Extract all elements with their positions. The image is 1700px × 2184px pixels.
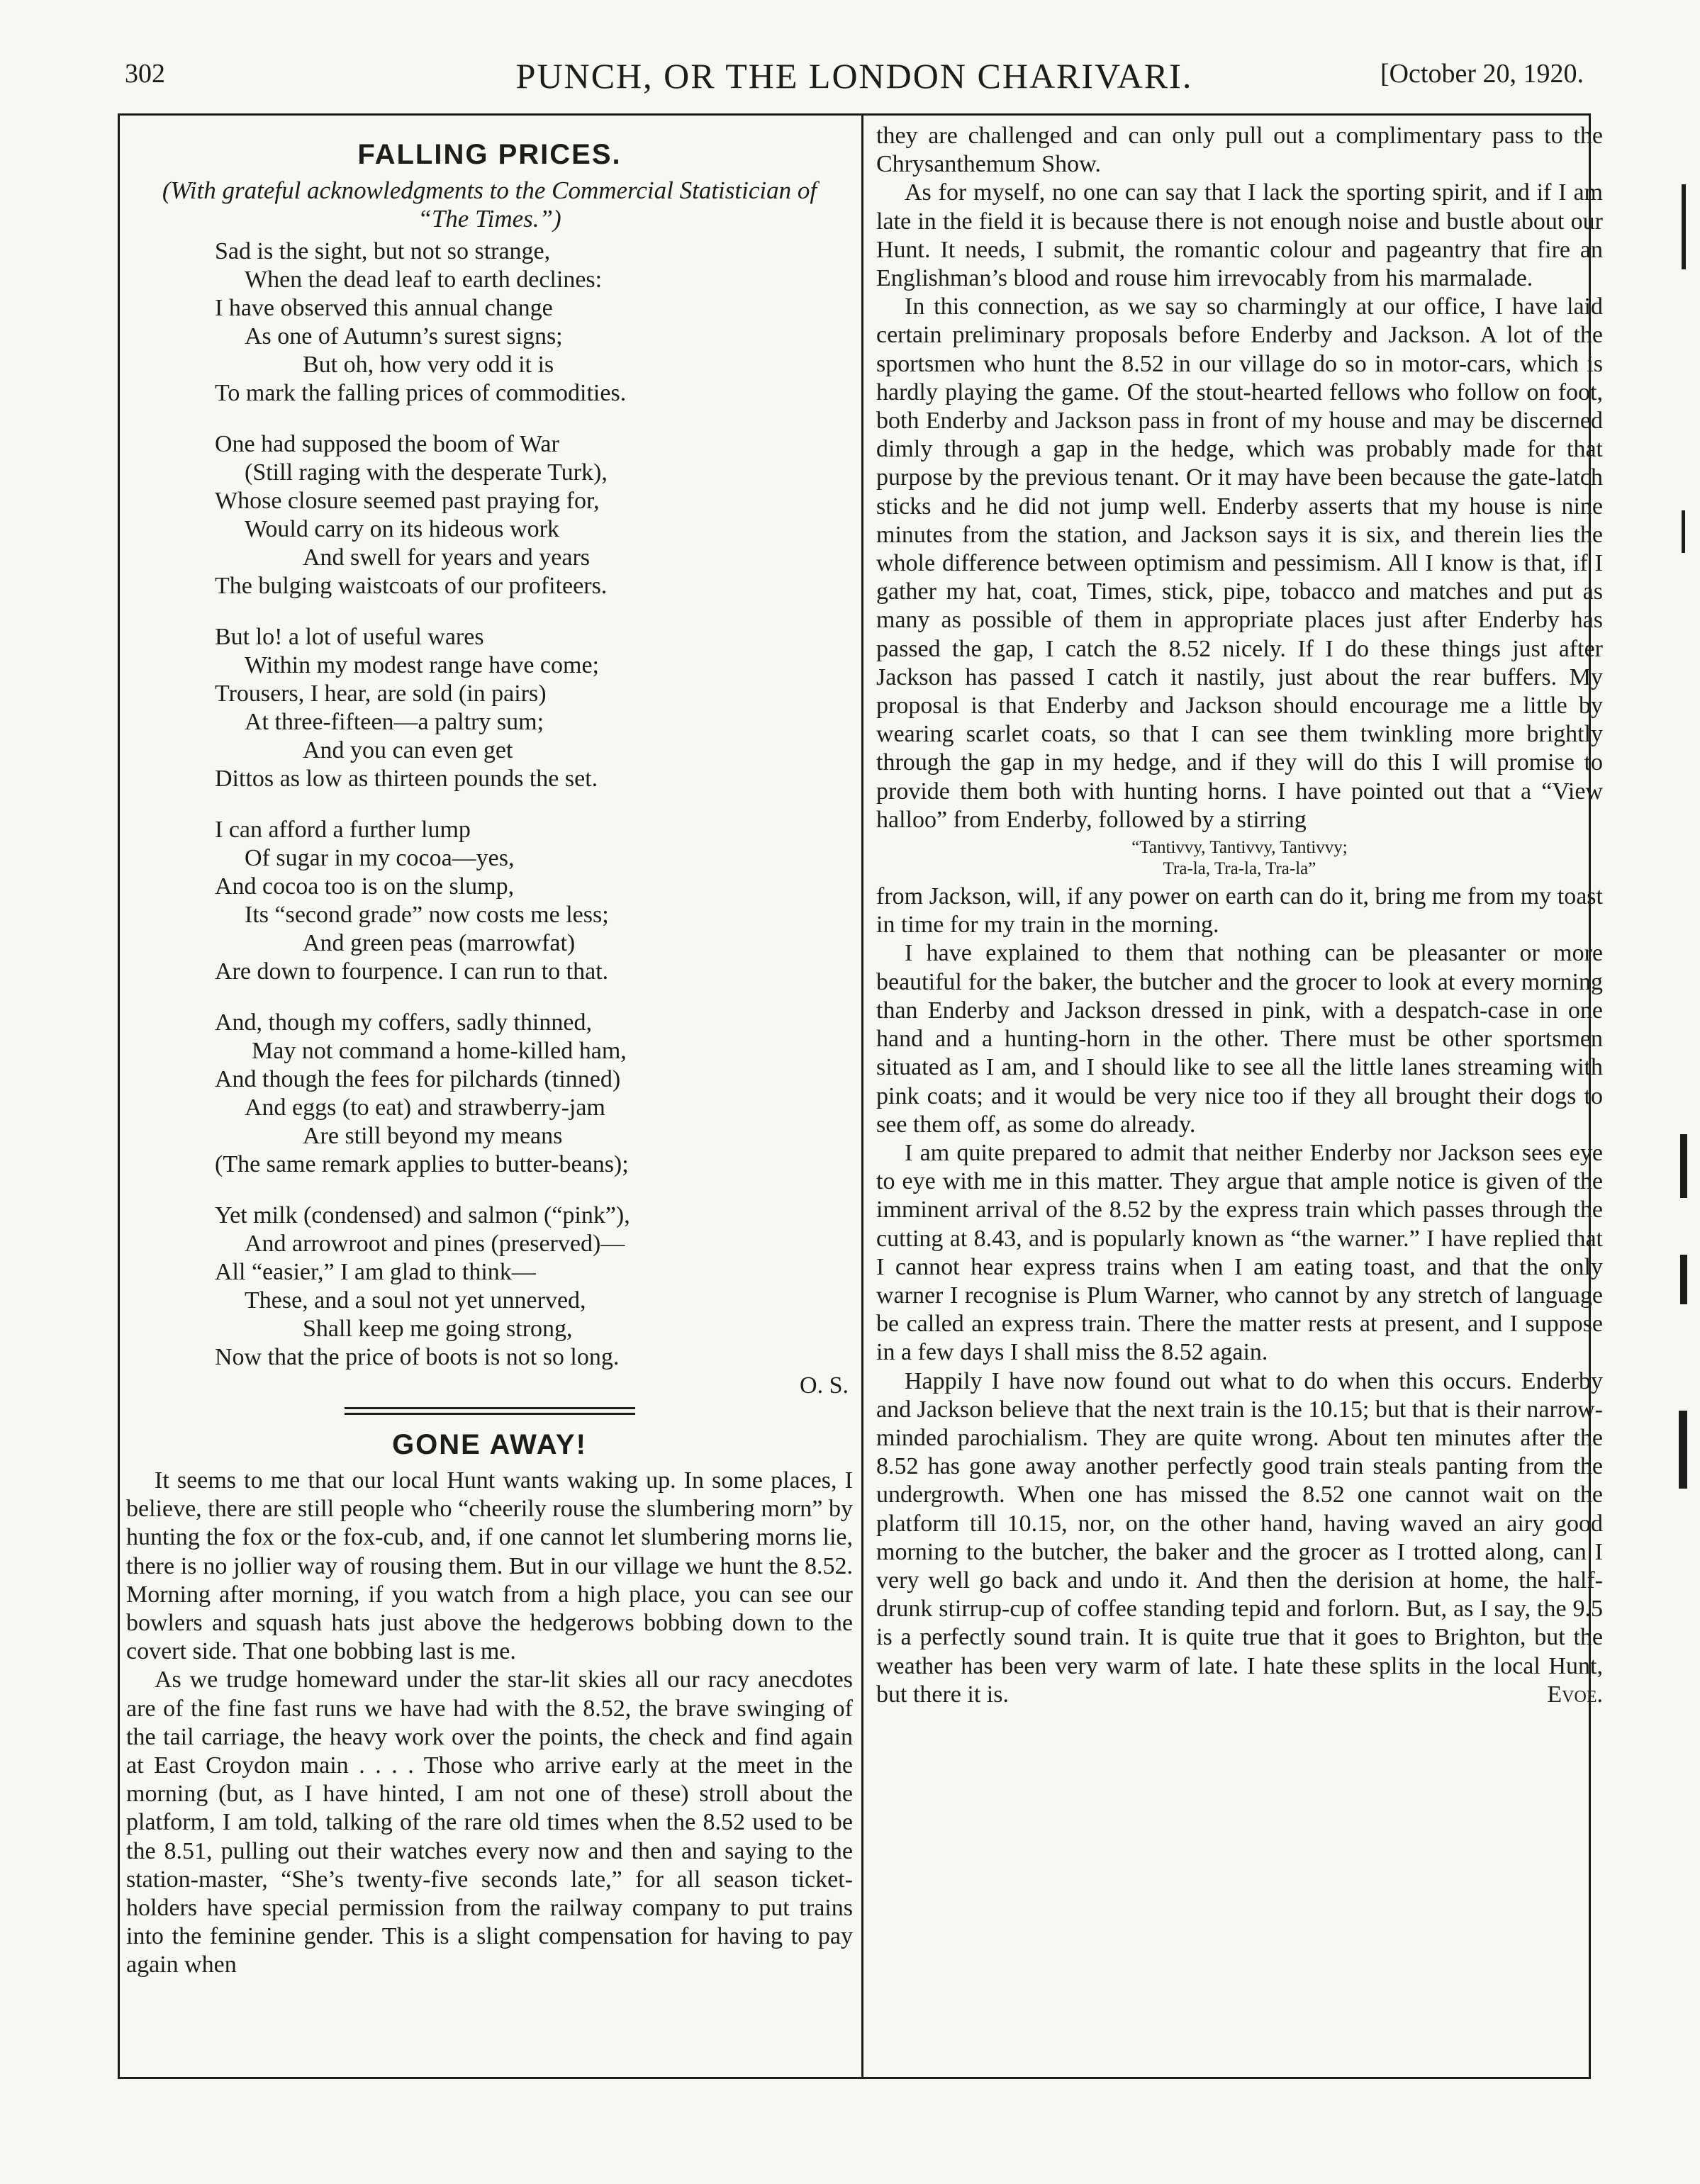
poem-line: Dittos as low as thirteen pounds the set.	[215, 766, 598, 792]
double-rule-separator	[345, 1407, 635, 1415]
poem-line: But lo! a lot of useful wares	[215, 624, 484, 650]
article-paragraph: from Jackson, will, if any power on earth can do it, bring me from my toast in time for my train in the morning.	[876, 883, 1603, 939]
poem-stanza	[215, 623, 853, 793]
margin-scan-mark	[1679, 1411, 1687, 1489]
poem-line: (Still raging with the desperate Turk),	[245, 459, 608, 486]
poem-line: Trousers, I hear, are sold (in pairs)	[215, 681, 547, 707]
margin-scan-mark	[1680, 1255, 1687, 1304]
margin-scan-mark	[1682, 184, 1686, 269]
poem-subtitle: (With grateful acknowledgments to the Commercial Statistician of “The Times.”)	[162, 177, 817, 233]
poem-line: Whose closure seemed past praying for,	[215, 488, 600, 514]
song-line: Tra-la, Tra-la, Tra-la”	[1163, 859, 1316, 879]
poem-stanza	[215, 430, 853, 600]
article-paragraph: I have explained to them that nothing can be pleasanter or more beautiful for the baker, the butcher and the grocer to look at every morning than Enderby and Jackson dressed in pink, with a despatch-case in one hand and a hunting-horn in the other. There must be other sportsmen situated as I am, and I should like to see all the little lanes streaming with pink coats; and it would be very nice too if they all brought their dogs to see them off, as some do already.	[876, 940, 1603, 1138]
page-header	[118, 55, 1591, 105]
poem-line: Now that the price of boots is not so long.	[215, 1344, 620, 1370]
poem-signature: O. S.	[800, 1372, 849, 1399]
poem-stanza	[215, 1009, 853, 1179]
issue-date: [October 20, 1920.	[1380, 59, 1584, 89]
column-divider	[861, 116, 863, 2077]
poem-line: And swell for years and years	[303, 544, 591, 571]
poem-line: And cocoa too is on the slump,	[215, 873, 515, 900]
poem-line: Of sugar in my cocoa—yes,	[245, 845, 515, 871]
poem-line: Its “second grade” now costs me less;	[245, 902, 609, 928]
poem-line: Are down to fourpence. I can run to that.	[215, 958, 609, 985]
poem-line: And, though my coffers, sadly thinned,	[215, 1009, 592, 1036]
margin-scan-mark	[1682, 510, 1685, 553]
left-column	[126, 122, 853, 1980]
poem-line: Shall keep me going strong,	[303, 1316, 573, 1342]
poem-stanza	[215, 816, 853, 986]
right-column	[876, 122, 1603, 1709]
poem-line: I can afford a further lump	[215, 817, 471, 843]
poem-line: Yet milk (condensed) and salmon (“pink”),	[215, 1202, 630, 1228]
article-signature: Evoe.	[1547, 1681, 1603, 1708]
article-body-right	[876, 122, 1603, 1709]
poem-line: One had supposed the boom of War	[215, 431, 559, 457]
poem-line: Sad is the sight, but not so strange,	[215, 238, 551, 264]
margin-scan-mark	[1680, 1134, 1687, 1198]
article-paragraph	[876, 1367, 1603, 1709]
article-body-left	[126, 1467, 853, 1980]
article-paragraph-text: Happily I have now found out what to do when this occurs. Enderby and Jackson believe that the next train is the 10.15; but that is their narrow-minded parochialism. They are quite wrong. About ten minutes after the 8.52 has gone away another perfectly good train steals panting from the undergrowth. When one has missed the 8.52 one cannot wait on the platform till 10.15, nor, on the other hand, having waved an airy good morning to the butcher, the baker and the grocer as I trotted along, can I very well go back and undo it. And then the derision at home, the half-drunk stirrup-cup of coffee standing tepid and forlorn. But, as I say, the 9.5 is a perfectly sound train. It is quite true that it goes to Brighton, but the weather has been very warm of late. I hate these splits in the local Hunt, but there it is.	[876, 1367, 1603, 1708]
poem-line: And arrowroot and pines (preserved)—	[245, 1231, 625, 1257]
poem-line: Would carry on its hideous work	[245, 516, 559, 542]
poem-line: As one of Autumn’s surest signs;	[245, 323, 563, 349]
article-paragraph: As we trudge homeward under the star-lit skies all our racy anecdotes are of the fine fast runs we have had with the 8.52, the brave swinging of the tail carriage, the heavy work over the points, the check and find again at East Croydon main . . . . Those who arrive early at the meet in the morning (but, as I have hinted, I am not one of these) stroll about the platform, I am told, talking of the rare old times when the 8.52 used to be the 8.51, pulling out their watches every now and then and saying to the station-master, “She’s twenty-five seconds late,” for all season ticket-holders have special permission from the railway company to put trains into the feminine gender. This is a slight compensation for having to pay again when	[126, 1667, 853, 1978]
poem-line: When the dead leaf to earth declines:	[245, 267, 603, 293]
poem-line: Within my modest range have come;	[245, 652, 599, 678]
masthead: PUNCH, OR THE LONDON CHARIVARI.	[515, 56, 1193, 96]
poem-line: The bulging waistcoats of our profiteers.	[215, 573, 608, 599]
poem-line: But oh, how very odd it is	[303, 352, 554, 378]
poem-stanza	[215, 237, 853, 408]
poem-line: And though the fees for pilchards (tinned)	[215, 1066, 621, 1092]
poem-line: And you can even get	[303, 737, 513, 763]
poem-line: To mark the falling prices of commodities.	[215, 380, 627, 406]
poem-body	[215, 237, 853, 1372]
poem-line: And green peas (marrowfat)	[303, 930, 576, 956]
poem-line: (The same remark applies to butter-beans);	[215, 1151, 629, 1177]
song-line: “Tantivvy, Tantivvy, Tantivvy;	[1131, 838, 1348, 858]
article-paragraph: It seems to me that our local Hunt wants waking up. In some places, I believe, there are still people who “cheerily rouse the slumbering morn” by hunting the fox or the fox-cub, and, if one cannot let slumbering morns lie, there is no jollier way of rousing them. But in our village we hunt the 8.52. Morning after morning, if you watch from a high place, you can see our bowlers and squash hats just above the hedgerows bobbing down to the covert side. That one bobbing last is me.	[126, 1467, 853, 1665]
article-paragraph: I am quite prepared to admit that neither Enderby nor Jackson sees eye to eye with me in this matter. They argue that ample notice is given of the imminent arrival of the 8.52 by the express train which passes through the cutting at 8.43, and is popularly known as “the warner.” I have replied that I cannot hear express trains when I am eating toast, and that the only warner I recognise is Plum Warner, who cannot by any stretch of language be called an express train. There the matter rests at present, and I suppose in a few days I shall miss the 8.52 again.	[876, 1139, 1603, 1366]
hunting-song-quote	[876, 837, 1603, 880]
poem-line: These, and a soul not yet unnerved,	[245, 1287, 586, 1314]
poem-stanza	[215, 1202, 853, 1372]
page-number: 302	[125, 59, 165, 89]
poem-line: May not command a home-killed ham,	[252, 1038, 627, 1064]
poem-line: Are still beyond my means	[303, 1123, 563, 1149]
poem-line: And eggs (to eat) and strawberry-jam	[245, 1094, 605, 1121]
article-paragraph: In this connection, as we say so charmingly at our office, I have laid certain preliminary proposals before Enderby and Jackson. A lot of the sportsmen who hunt the 8.52 in our village do so in motor-cars, which is hardly playing the game. Of the stout-hearted fellows who follow on foot, both Enderby and Jackson pass in front of my house and may be discerned dimly through a gap in the hedge, which was probably made for that purpose by the previous tenant. Or it may have been because the gate-latch sticks and he did not jump well. Enderby asserts that my house is nine minutes from the station, and Jackson says it is six, and therein lies the whole difference between optimism and pessimism. All I know is that, if I gather my hat, coat, Times, stick, pipe, tobacco and matches and put as many as possible of them in appropriate places just after Enderby has passed the gap, I catch the 8.52 nicely. If I do these things just after Jackson has passed I catch it nastily, just about the rear buffers. My proposal is that Enderby and Jackson should encourage me a little by wearing scarlet coats, so that I can see them twinkling more brightly through the gap in my hedge, and if they will do this I will promise to provide them both with hunting horns. I have pointed out that a “View halloo” from Enderby, followed by a stirring	[876, 293, 1603, 833]
poem-title: FALLING PRICES.	[357, 139, 622, 170]
poem-line: All “easier,” I am glad to think—	[215, 1259, 536, 1285]
article-paragraph: they are challenged and can only pull out a complimentary pass to the Chrysanthemum Show.	[876, 123, 1603, 178]
article-title: GONE AWAY!	[392, 1429, 587, 1460]
poem-line: I have observed this annual change	[215, 295, 553, 321]
poem-line: At three-fifteen—a paltry sum;	[245, 709, 544, 735]
article-paragraph: As for myself, no one can say that I lack the sporting spirit, and if I am late in the field it is because there is not enough noise and bustle about our Hunt. It needs, I submit, the romantic colour and pageantry that fire an Englishman’s blood and rouse him irrevocably from his marmalade.	[876, 179, 1603, 292]
